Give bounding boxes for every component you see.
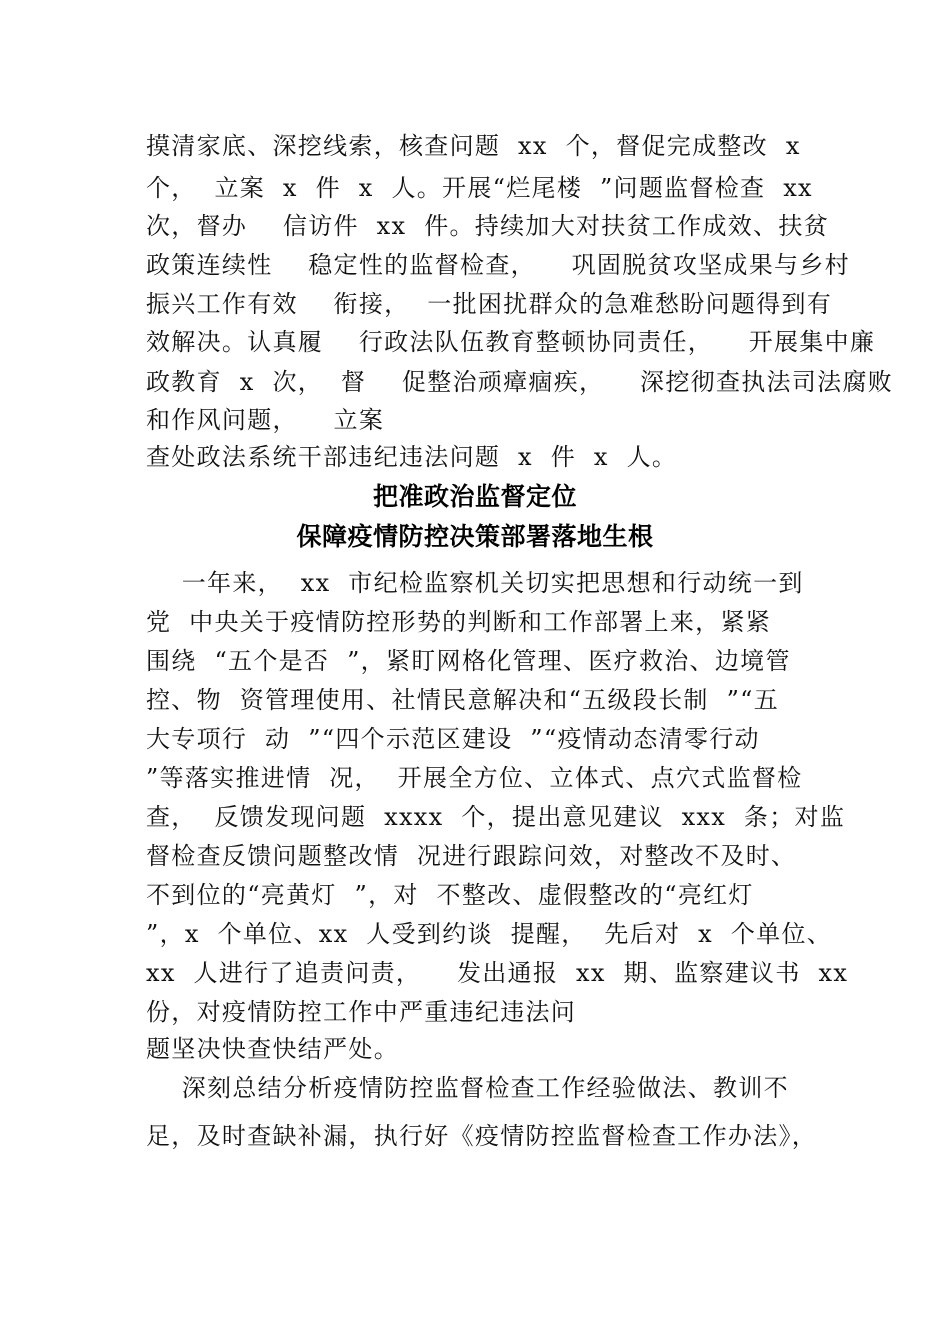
text-line: 振兴工作有效 衔接， 一批困扰群众的急难愁盼问题得到有 — [146, 290, 833, 318]
section-heading-line2: 保障疫情防控决策部署落地生根 — [296, 522, 654, 551]
text-line: xx 人进行了追责问责， 发出通报 xx 期、监察建议书 xx — [146, 959, 849, 987]
text-line: 政教育 x 次， 督 促整治顽瘴痼疾， 深挖彻查执法司法腐败 — [146, 368, 894, 396]
text-line: 和作风问题， 立案 — [146, 406, 385, 434]
text-line: 政策连续性 稳定性的监督检查， 巩固脱贫攻坚成果与乡村 — [146, 251, 850, 279]
text-line: 题坚决快查快结严处。 — [146, 1035, 399, 1063]
text-line: 份，对疫情防控工作中严重违纪违法问 — [146, 998, 577, 1026]
text-line: ”等落实推进情 况， 开展全方位、立体式、点穴式监督检 — [146, 764, 803, 792]
text-line: 围绕 “五个是否 ”，紧盯网格化管理、医疗救治、边境管 — [146, 647, 791, 675]
text-line: ”，x 个单位、xx 人受到约谈 提醒， 先后对 x 个单位、 — [146, 920, 833, 948]
text-line: 查处政法系统干部违纪违法问题 x 件 x 人。 — [146, 443, 678, 471]
text-line: 大专项行 动 ”“四个示范区建设 ”“疫情动态清零行动 — [146, 725, 760, 753]
text-line: 不到位的“亮黄灯 ”，对 不整改、虚假整改的“亮红灯 — [146, 881, 754, 909]
text-line: 一年来， xx 市纪检监察机关切实把思想和行动统一到 — [146, 569, 804, 597]
text-line: 党 中央关于疫情防控形势的判断和工作部署上来，紧紧 — [146, 608, 772, 636]
text-line: 控、物 资管理使用、社情民意解决和“五级段长制 ”“五 — [146, 686, 780, 714]
text-line: 个， 立案 x 件 x 人。开展“烂尾楼 ”问题监督检查 xx — [146, 174, 813, 202]
text-line: 深刻总结分析疫情防控监督检查工作经验做法、教训不 — [146, 1074, 789, 1102]
text-line: 足，及时查缺补漏，执行好《疫情防控监督检查工作办法》， — [146, 1122, 818, 1150]
text-line: 督检查反馈问题整改情 况进行跟踪问效，对整改不及时、 — [146, 842, 797, 870]
text-line: 效解决。认真履 行政法队伍教育整顿协同责任， 开展集中廉 — [146, 328, 876, 356]
text-line: 次，督办 信访件 xx 件。持续加大对扶贫工作成效、扶贫 — [146, 212, 829, 240]
text-line: 查， 反馈发现问题 xxxx 个，提出意见建议 xxx 条；对监 — [146, 803, 846, 831]
section-heading-line1: 把准政治监督定位 — [372, 482, 577, 511]
text-line: 摸清家底、深挖线索，核查问题 xx 个，督促完成整改 x — [146, 132, 801, 160]
